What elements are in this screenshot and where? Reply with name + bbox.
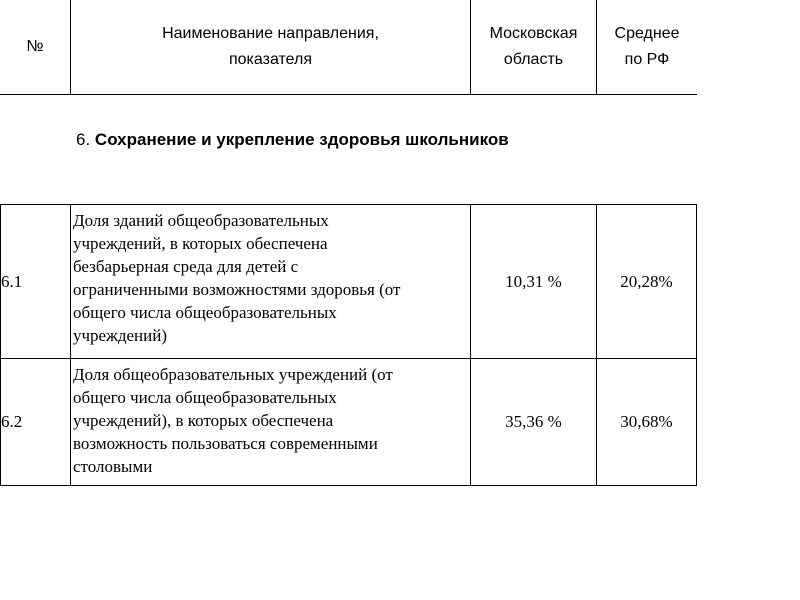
row-description-line: ограниченными возможностями здоровья (от	[73, 280, 401, 299]
row-description-line: Доля зданий общеобразовательных	[73, 211, 329, 230]
header-name-line1: Наименование направления,	[162, 25, 379, 42]
column-divider	[70, 204, 71, 486]
header-moscow-line2: область	[503, 51, 564, 68]
row-description-line: возможность пользоваться современными	[73, 434, 378, 453]
row-rf-value-text: 30,68%	[620, 412, 673, 431]
header-name-line2: показателя	[228, 51, 313, 68]
row-moscow-value	[471, 359, 596, 485]
row-moscow-value	[471, 205, 596, 358]
data-table	[0, 204, 697, 486]
header-moscow-region	[471, 0, 596, 94]
header-number-label: №	[26, 38, 44, 55]
row-description	[73, 209, 463, 347]
row-description-line: столовыми	[73, 457, 153, 476]
row-moscow-value-text: 10,31 %	[505, 271, 562, 291]
row-rf-value-text: 20,28%	[620, 271, 673, 291]
header-rf-line2: по РФ	[624, 51, 670, 68]
table-header	[0, 0, 697, 95]
header-rf-average	[597, 0, 697, 94]
section-number: 6.	[76, 130, 91, 149]
section-title	[76, 130, 509, 150]
row-description-line: Доля общеобразовательных учреждений (от	[73, 365, 393, 384]
row-number-text: 6.1	[1, 271, 23, 291]
row-number-text: 6.2	[1, 412, 23, 431]
row-description-line: учреждений)	[73, 326, 167, 345]
row-description-line: учреждений), в которых обеспечена	[73, 411, 334, 430]
row-description-line: общего числа общеобразовательных	[73, 303, 337, 322]
row-moscow-value-text: 35,36 %	[505, 412, 562, 431]
header-rf-line1: Среднее	[614, 25, 680, 42]
row-description-line: безбарьерная среда для детей с	[73, 257, 299, 276]
row-number	[1, 205, 69, 358]
header-name	[71, 0, 470, 94]
row-rf-value	[597, 205, 696, 358]
row-rf-value	[597, 359, 696, 485]
row-description-line: учреждений, в которых обеспечена	[73, 234, 328, 253]
column-divider	[696, 204, 697, 486]
row-description	[73, 363, 463, 478]
section-title-text: Сохранение и укрепление здоровья школьников	[94, 130, 509, 149]
row-description-line: общего числа общеобразовательных	[73, 388, 337, 407]
row-divider	[0, 485, 697, 486]
header-moscow-line1: Московская	[489, 25, 578, 42]
row-number	[1, 359, 69, 485]
header-number	[0, 0, 70, 94]
